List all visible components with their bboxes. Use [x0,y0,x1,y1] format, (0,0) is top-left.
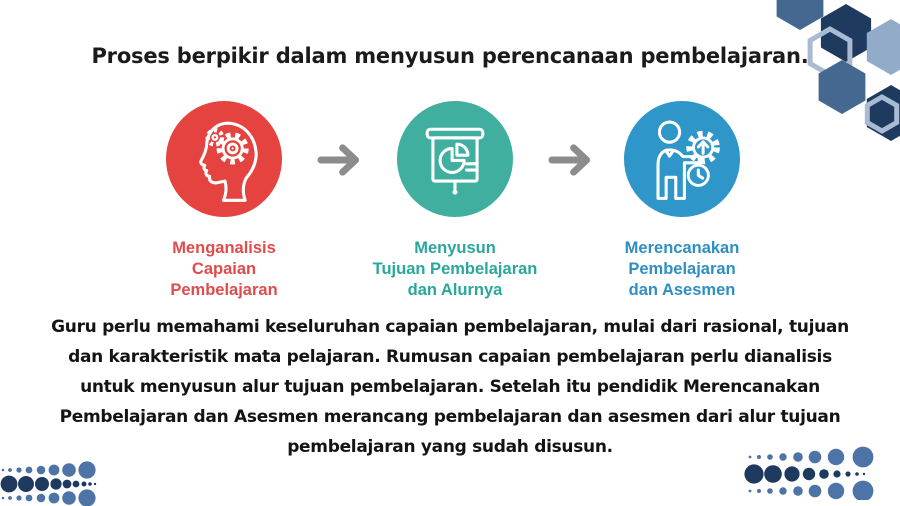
slide-title: Proses berpikir dalam menyusun perencanaan pembelajaran. [91,44,809,68]
step-menganalisis [114,101,334,301]
step-label-merencanakan [572,238,792,301]
dots-decoration-right [742,446,892,500]
step-label-line: Menyusun [414,239,496,257]
step-label-line: Capaian [191,260,257,278]
step-label-menyusun [345,238,565,301]
dots-decoration-left [0,458,112,506]
step-label-line: Pembelajaran [170,281,278,299]
head-with-gears-icon [166,101,282,217]
body-text: Guru perlu memahami keseluruhan capaian pembelajaran, mulai dari rasional, tujuan dan karakteristik mata pelajaran. Rumusan capaian pembelajaran perlu dianalisis untuk menyusun alur tujuan pembelajaran. Setelah itu pendidik Merencanakan Pembelajaran dan Asesmen merancang pembelajaran dan asesmen dari alur tujuan pembelajaran yang sudah disusun. [51,317,849,457]
step-label-menganalisis [114,238,334,301]
step-menyusun [345,101,565,301]
step-label-line: Pembelajaran [628,260,736,278]
step-label-line: Menganalisis [172,239,276,257]
presentation-chart-icon [397,101,513,217]
step-label-line: dan Asesmen [628,281,736,299]
step-label-line: Merencanakan [624,239,740,257]
step-merencanakan [572,101,792,301]
step-label-line: Tujuan Pembelajaran [372,260,538,278]
step-label-line: dan Alurnya [407,281,503,299]
person-planning-icon [624,101,740,217]
